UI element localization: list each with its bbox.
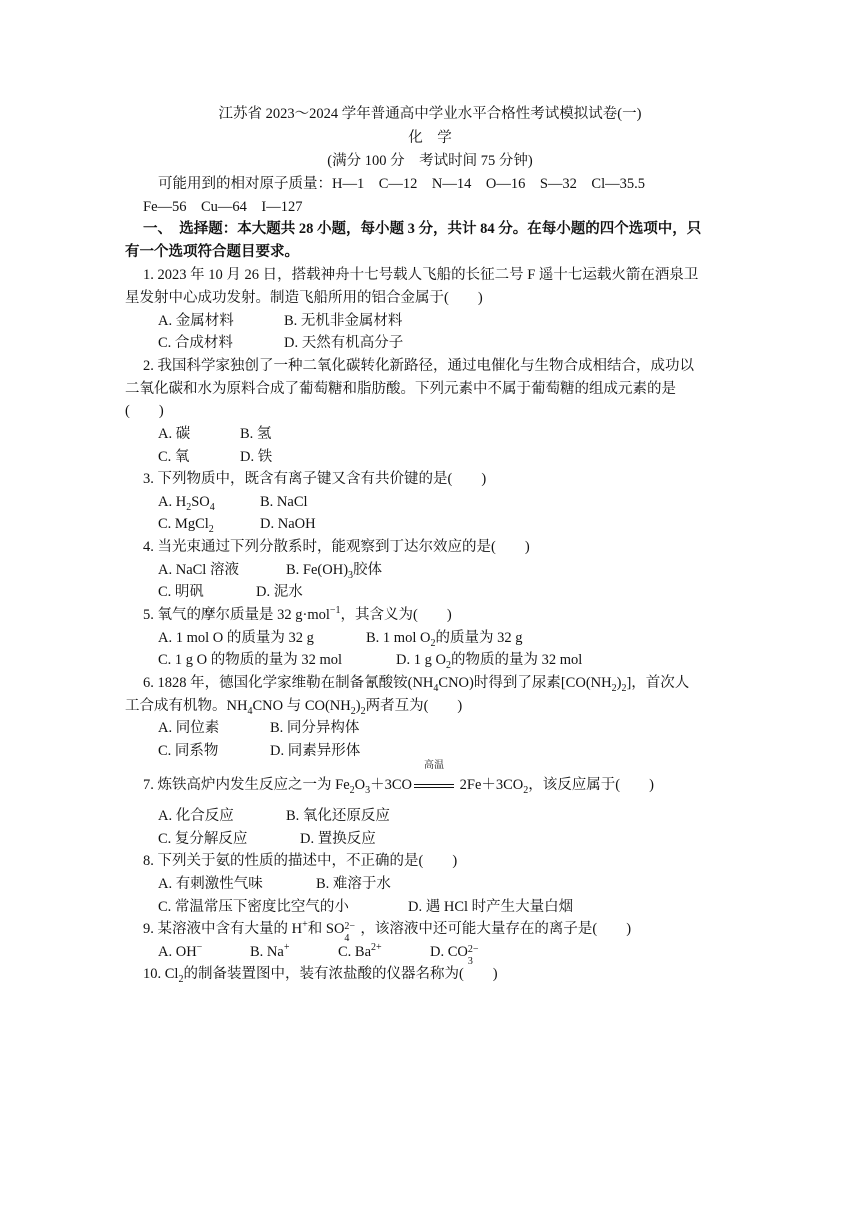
question-8-option-c: C. 常温常压下密度比空气的小 xyxy=(158,899,349,915)
question-5-option-b: B. 1 mol $O_2$的质量为 32 g xyxy=(366,630,523,649)
question-4-stem: 4. 当光束通过下列分散系时，能观察到丁达尔效应的是( ) xyxy=(143,539,530,555)
question-2-option-d: D. 铁 xyxy=(240,449,273,465)
question-5-option-d: D. 1 g $O_2$的物质的量为 32 mol xyxy=(396,652,583,671)
question-7-option-a: A. 化合反应 xyxy=(158,808,234,824)
atomic-masses-line1: 可能用到的相对原子质量：H—1 C—12 N—14 O—16 S—32 Cl—35.5 xyxy=(158,176,645,192)
question-8-option-a: A. 有刺激性气味 xyxy=(158,876,263,892)
question-9-option-c: C. $Ba^{2+}$ xyxy=(338,942,382,960)
question-3-option-b: B. NaCl xyxy=(260,494,308,510)
section-heading-line2: 有一个选项符合题目要求。 xyxy=(125,244,299,260)
question-9-option-a: A. OH− xyxy=(158,942,203,960)
question-8-stem: 8. 下列关于氨的性质的描述中，不正确的是( ) xyxy=(143,853,458,869)
question-6-option-a: A. 同位素 xyxy=(158,720,220,736)
subject-title: 化 学 xyxy=(408,130,452,146)
question-7-option-c: C. 复分解反应 xyxy=(158,831,248,847)
question-3-option-c: C. MgCl$_2$ xyxy=(158,516,214,535)
question-2-option-b: B. 氢 xyxy=(240,426,272,442)
question-2-option-c: C. 氧 xyxy=(158,449,190,465)
question-6-stem-cont: 工合成有机物。$NH_4CNO$ 与 $CO(NH_2)_2$两者互为( ) xyxy=(125,698,463,717)
question-6-option-d: D. 同素异形体 xyxy=(270,743,361,759)
question-4-option-a: A. NaCl 溶液 xyxy=(158,562,239,578)
question-9-stem: 9. 某溶液中含有大量的 H+和 SO 2− 4 ，该溶液中还可能大量存在的离子是( ) xyxy=(143,919,632,944)
question-4-option-d: D. 泥水 xyxy=(256,584,303,600)
question-3-option-a: A. $H_2SO_4$ xyxy=(158,494,215,513)
question-2-stem-paren: ( ) xyxy=(125,403,164,419)
exam-title: 江苏省 2023～2024 学年普通高中学业水平合格性考试模拟试卷(一) xyxy=(218,106,642,122)
question-2-option-a: A. 碳 xyxy=(158,426,191,442)
question-3-stem: 3. 下列物质中，既含有离子键又含有共价键的是( ) xyxy=(143,471,487,487)
question-4-option-b: B. $Fe(OH)_3$胶体 xyxy=(286,562,383,581)
question-5-option-a: A. 1 mol O 的质量为 32 g xyxy=(158,630,314,646)
question-5-option-c: C. 1 g O 的物质的量为 32 mol xyxy=(158,652,343,668)
section-heading-line1: 一、 选择题：本大题共 28 小题，每小题 3 分，共计 84 分。在每小题的四个选项中，只 xyxy=(143,221,702,237)
question-1-option-a: A. 金属材料 xyxy=(158,313,234,329)
question-9-option-b: B. Na+ xyxy=(250,942,290,960)
question-1-option-d: D. 天然有机高分子 xyxy=(284,335,404,351)
reaction-condition: 高温 xyxy=(412,775,456,795)
question-2-stem: 2. 我国科学家独创了一种二氧化碳转化新路径，通过电催化与生物合成相结合，成功以 xyxy=(143,358,694,374)
question-3-option-d: D. NaOH xyxy=(260,516,316,532)
question-7-option-d: D. 置换反应 xyxy=(300,831,376,847)
question-2-stem-cont: 二氧化碳和水为原料合成了葡萄糖和脂肪酸。下列元素中不属于葡萄糖的组成元素的是 xyxy=(125,381,676,397)
atomic-masses-line2: Fe—56 Cu—64 I—127 xyxy=(143,199,303,215)
question-4-option-c: C. 明矾 xyxy=(158,584,204,600)
question-10-stem: 10. $Cl_2$的制备装置图中，装有浓盐酸的仪器名称为( ) xyxy=(143,966,498,985)
question-6-stem: 6. 1828 年，德国化学家维勒在制备氰酸铵$(NH_4CNO)$时得到了尿素$[CO(NH_2)_2]$，首次人 xyxy=(143,675,690,694)
question-1-stem: 1. 2023 年 10 月 26 日，搭载神舟十七号载人飞船的长征二号 F 遥十七运载火箭在酒泉卫 xyxy=(143,267,699,283)
question-6-option-c: C. 同系物 xyxy=(158,743,219,759)
question-6-option-b: B. 同分异构体 xyxy=(270,720,360,736)
question-7-stem: 7. 炼铁高炉内发生反应之一为 $Fe_2O_3+3CO$ 高温 $2Fe+3CO_2$，该反应属于( ) xyxy=(143,760,654,796)
exam-info: (满分 100 分 考试时间 75 分钟) xyxy=(327,153,533,169)
question-8-option-d: D. 遇 HCl 时产生大量白烟 xyxy=(408,899,574,915)
question-1-stem-cont: 星发射中心成功发射。制造飞船所用的铝合金属于( ) xyxy=(125,290,483,306)
question-7-option-b: B. 氧化还原反应 xyxy=(286,808,390,824)
question-9-option-d: D. CO 2− 3 xyxy=(430,944,479,967)
question-5-stem: 5. 氧气的摩尔质量是 32 g·mol$^{-1}$，其含义为( ) xyxy=(143,605,452,623)
question-1-option-c: C. 合成材料 xyxy=(158,335,233,351)
question-8-option-b: B. 难溶于水 xyxy=(316,876,391,892)
question-1-option-b: B. 无机非金属材料 xyxy=(284,313,403,329)
